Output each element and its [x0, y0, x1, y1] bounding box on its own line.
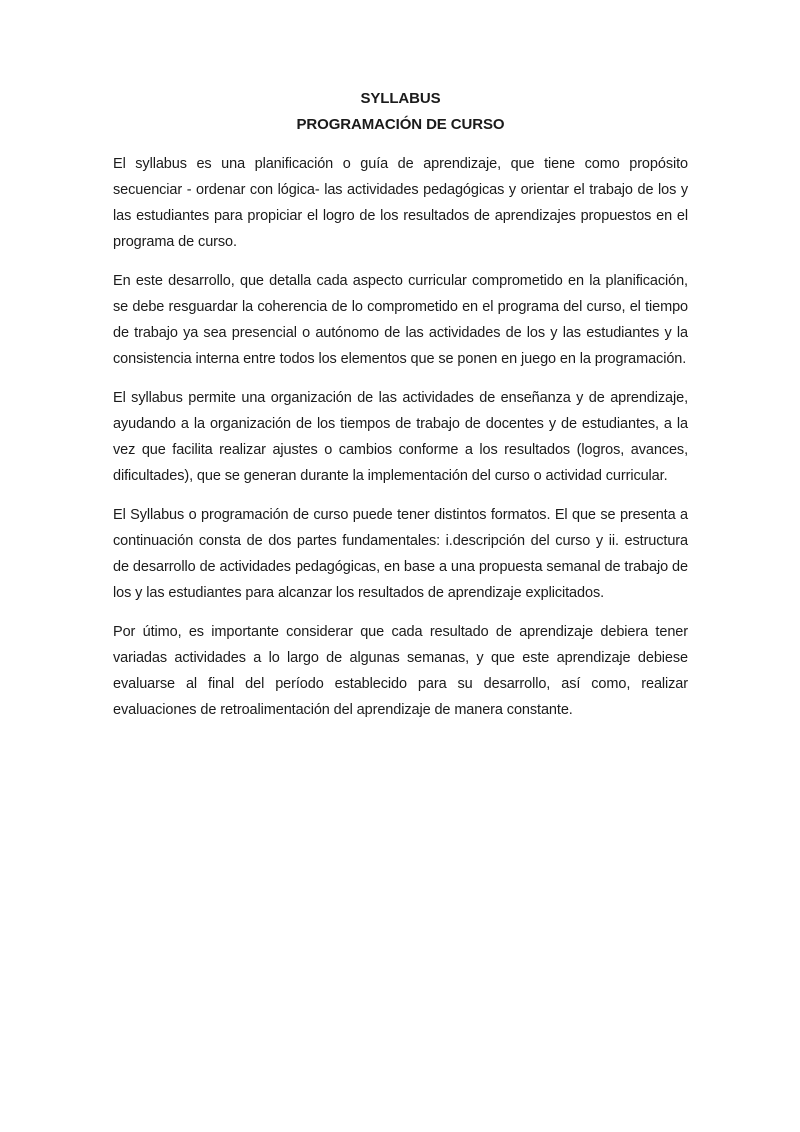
document-paragraph-5: Por útimo, es importante considerar que cada resultado de aprendizaje debiera tener variadas actividades a lo largo de algunas semanas, y que este aprendizaje debiese evaluarse al final del período establecido para su desarrollo, así como, realizar evaluaciones de retroalimentación del aprendizaje de manera constante. [113, 624, 688, 718]
document-paragraph-2: En este desarrollo, que detalla cada aspecto curricular comprometido en la planificación, se debe resguardar la coherencia de lo comprometido en el programa del curso, el tiempo de trabajo ya sea presencial o autónomo de las actividades de los y las estudiantes y la consistencia interna entre todos los elementos que se ponen en juego en la programación. [113, 273, 688, 367]
document-title: SYLLABUS [360, 90, 441, 107]
document-paragraph-4: El Syllabus o programación de curso puede tener distintos formatos. El que se presenta a continuación consta de dos partes fundamentales: i.descripción del curso y ii. estructura de desarrollo de actividades pedagógicas, en base a una propuesta semanal de trabajo de los y las estudiantes para alcanzar los resultados de aprendizaje explicitados. [113, 507, 688, 601]
document-paragraph-1: El syllabus es una planificación o guía de aprendizaje, que tiene como propósito secuenciar - ordenar con lógica- las actividades pedagógicas y orientar el trabajo de los y las estudiantes para propiciar el logro de los resultados de aprendizajes propuestos en el programa de curso. [113, 156, 688, 250]
document-subtitle: PROGRAMACIÓN DE CURSO [296, 116, 505, 133]
document-paragraph-3: El syllabus permite una organización de las actividades de enseñanza y de aprendizaje, ayudando a la organización de los tiempos de trabajo de docentes y de estudiantes, a la vez que facilita realizar ajustes o cambios conforme a los resultados (logros, avances, dificultades), que se generan durante la implementación del curso o actividad curricular. [113, 390, 688, 484]
